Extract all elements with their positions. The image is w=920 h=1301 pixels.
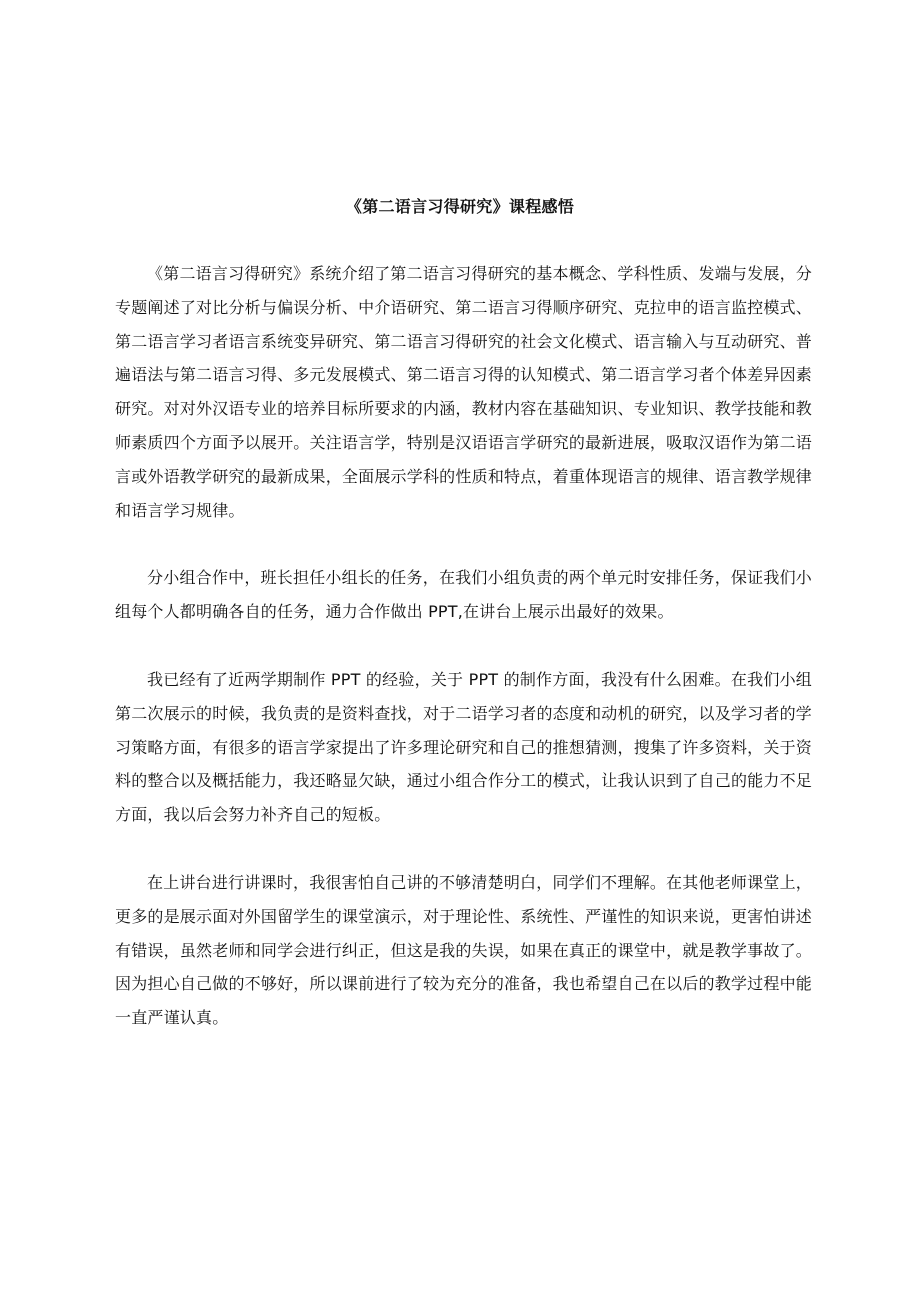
document-body [115,257,812,1035]
paragraph-course-summary: 《第二语言习得研究》系统介绍了第二语言习得研究的基本概念、学科性质、发端与发展，分专题阐述了对比分析与偏误分析、中介语研究、第二语言习得顺序研究、克拉申的语言监控模式、第二语言学习者语言系统变异研究、第二语言习得研究的社会文化模式、语言输入与互动研究、普遍语法与第二语言习得、多元发展模式、第二语言习得的认知模式、第二语言学习者个体差异因素研究。对对外汉语专业的培养目标所要求的内涵，教材内容在基础知识、专业知识、教学技能和教师素质四个方面予以展开。关注语言学，特别是汉语语言学研究的最新进展，吸取汉语作为第二语言或外语教学研究的最新成果，全面展示学科的性质和特点，着重体现语言的规律、语言教学规律和语言学习规律。 [115,264,812,520]
paragraph-teaching-reflection: 在上讲台进行讲课时，我很害怕自己讲的不够清楚明白，同学们不理解。在其他老师课堂上，更多的是展示面对外国留学生的课堂演示，对于理论性、系统性、严谨性的知识来说，更害怕讲述有错误，虽然老师和同学会进行纠正，但这是我的失误，如果在真正的课堂中，就是教学事故了。因为担心自己做的不够好，所以课前进行了较为充分的准备，我也希望自己在以后的教学过程中能一直严谨认真。 [115,872,812,1028]
document-title: 《第二语言习得研究》课程感悟 [345,197,575,216]
paragraph-ppt-experience: 我已经有了近两学期制作 PPT 的经验，关于 PPT 的制作方面，我没有什么困难。在我们小组第二次展示的时候，我负责的是资料查找，对于二语学习者的态度和动机的研究，以及学习者的学习策略方面，有很多的语言学家提出了许多理论研究和自己的推想猜测，搜集了许多资料，关于资料的整合以及概括能力，我还略显欠缺，通过小组合作分工的模式，让我认识到了自己的能力不足方面，我以后会努力补齐自己的短板。 [115,669,812,825]
paragraph-group-work: 分小组合作中，班长担任小组长的任务，在我们小组负责的两个单元时安排任务，保证我们小组每个人都明确各自的任务，通力合作做出 PPT,在讲台上展示出最好的效果。 [115,568,812,622]
